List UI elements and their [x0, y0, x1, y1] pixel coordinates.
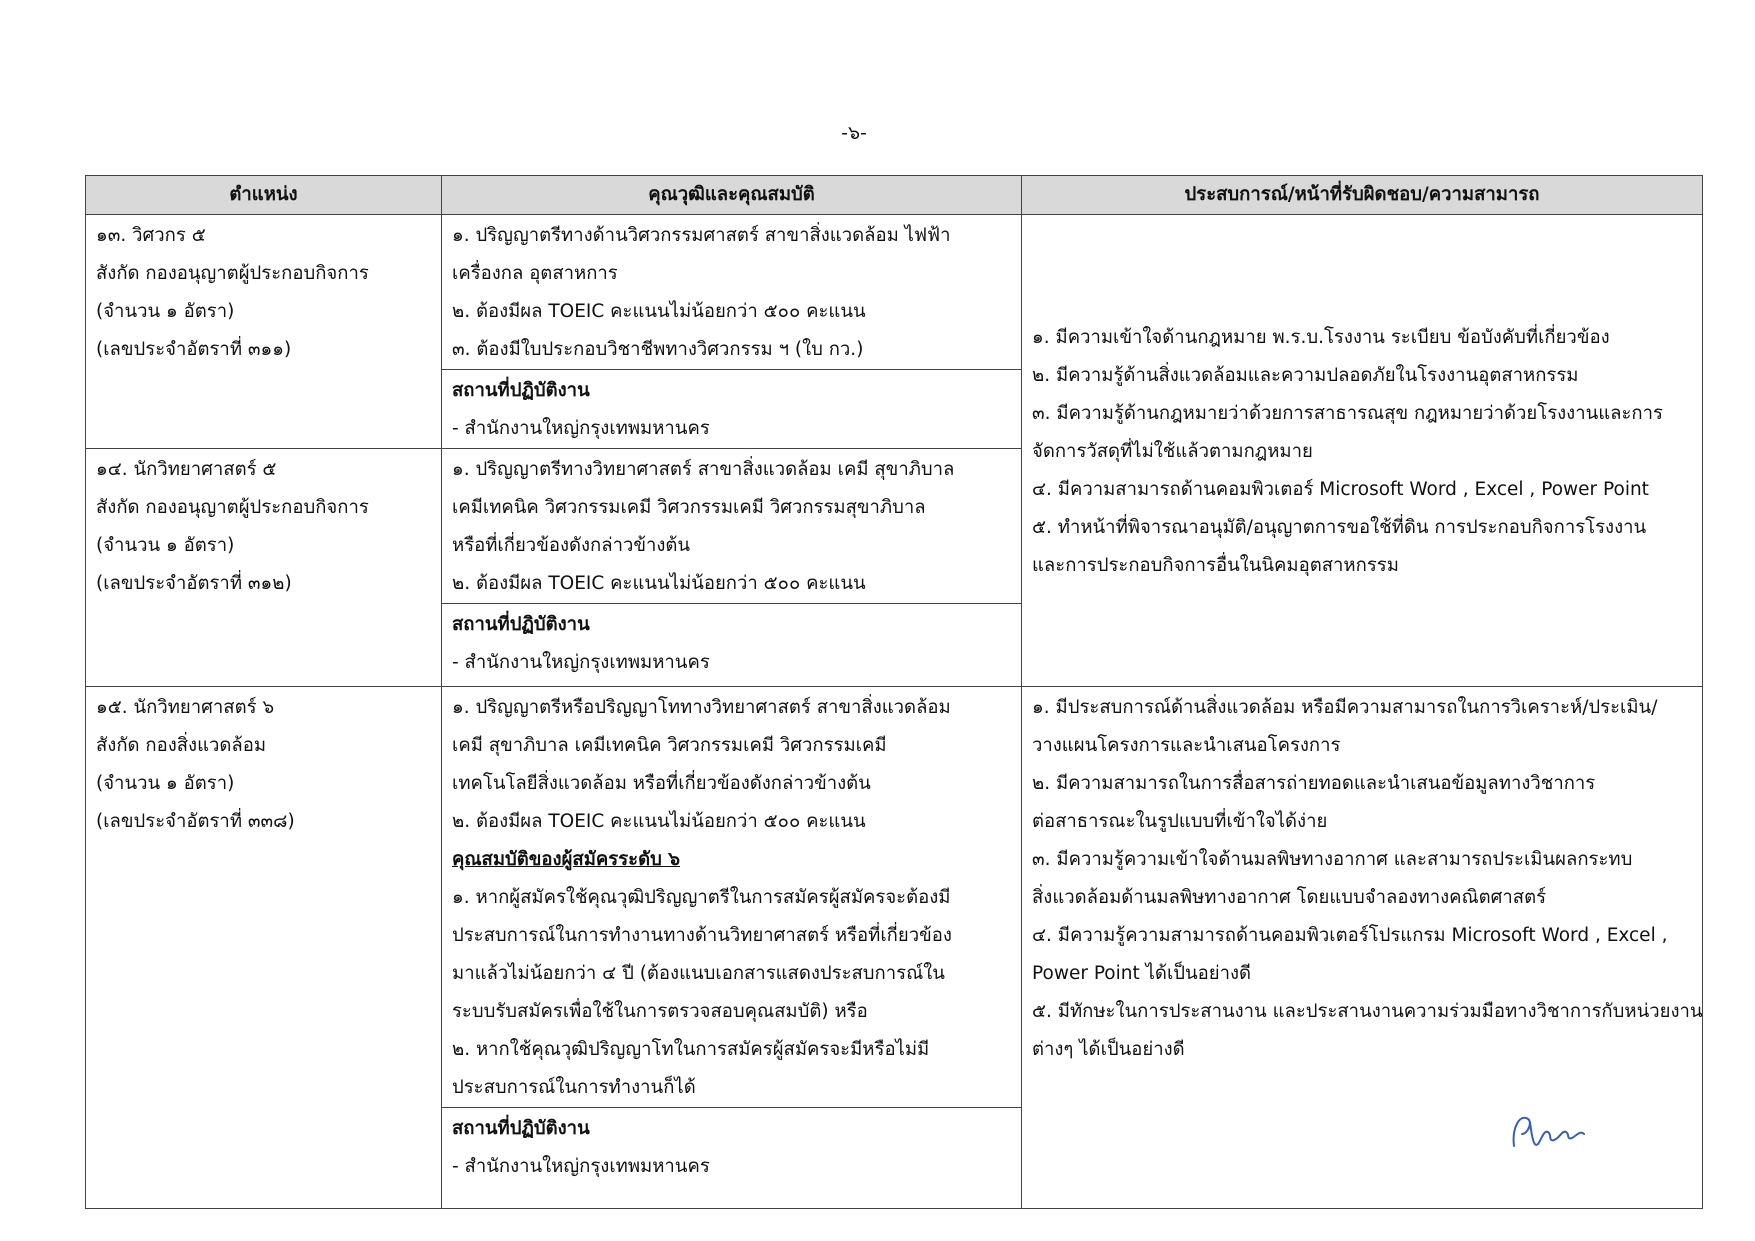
position-title: ๑๓. วิศวกร ๕ — [96, 225, 206, 246]
position-number: (เลขประจำอัตราที่ ๓๑๑) — [96, 339, 292, 360]
experience-cell-15 — [1022, 687, 1703, 1209]
level-heading: คุณสมบัติของผู้สมัครระดับ ๖ — [452, 849, 681, 870]
table-row — [86, 687, 1703, 1108]
position-title: ๑๔. นักวิทยาศาสตร์ ๕ — [96, 459, 277, 480]
experience-line: ๔. มีความรู้ความสามารถด้านคอมพิวเตอร์โปรแกรม Microsoft Word , Excel , — [1032, 925, 1668, 946]
location-label: สถานที่ปฏิบัติงาน — [452, 614, 590, 635]
experience-line: จัดการวัสดุที่ไม่ใช้แล้วตามกฎหมาย — [1032, 440, 1313, 462]
qualification-line: เครื่องกล อุตสาหการ — [452, 263, 618, 284]
position-cell-13 — [86, 215, 442, 449]
table-header-row — [86, 176, 1703, 215]
level-line: ประสบการณ์ในการทำงานก็ได้ — [452, 1077, 696, 1098]
qualification-line: เคมีเทคนิค วิศวกรรมเคมี วิศวกรรมเคมี วิศวกรรมสุขาภิบาล — [452, 497, 926, 518]
qualification-line: ๒. ต้องมีผล TOEIC คะแนนไม่น้อยกว่า ๕๐๐ คะแนน — [452, 573, 866, 594]
experience-line: Power Point ได้เป็นอย่างดี — [1032, 963, 1252, 984]
experience-line: วางแผนโครงการและนำเสนอโครงการ — [1032, 735, 1341, 756]
qualification-line: หรือที่เกี่ยวข้องดังกล่าวข้างต้น — [452, 535, 691, 556]
level-line: ๑. หากผู้สมัครใช้คุณวุฒิปริญญาตรีในการสมัครผู้สมัครจะต้องมี — [452, 887, 951, 908]
qualification-line: ๑. ปริญญาตรีหรือปริญญาโททางวิทยาศาสตร์ สาขาสิ่งแวดล้อม — [452, 697, 951, 718]
experience-line: ๓. มีความรู้ความเข้าใจด้านมลพิษทางอากาศ และสามารถประเมินผลกระทบ — [1032, 849, 1633, 870]
position-department: สังกัด กองอนุญาตผู้ประกอบกิจการ — [96, 497, 369, 518]
location-cell-14 — [442, 604, 1022, 687]
level-line: ระบบรับสมัครเพื่อใช้ในการตรวจสอบคุณสมบัติ) หรือ — [452, 1001, 868, 1022]
qualification-cell-15 — [442, 687, 1022, 1108]
location-label: สถานที่ปฏิบัติงาน — [452, 1118, 590, 1139]
position-title: ๑๕. นักวิทยาศาสตร์ ๖ — [96, 697, 275, 718]
qualification-line: ๒. ต้องมีผล TOEIC คะแนนไม่น้อยกว่า ๕๐๐ คะแนน — [452, 301, 866, 322]
header-position: ตำแหน่ง — [86, 176, 442, 215]
experience-line: ๒. มีความสามารถในการสื่อสารถ่ายทอดและนำเสนอข้อมูลทางวิชาการ — [1032, 773, 1596, 794]
experience-line: ต่างๆ ได้เป็นอย่างดี — [1032, 1039, 1185, 1060]
experience-line: ๓. มีความรู้ด้านกฎหมายว่าด้วยการสาธารณสุข กฎหมายว่าด้วยโรงงานและการ — [1032, 402, 1663, 424]
position-count: (จำนวน ๑ อัตรา) — [96, 535, 235, 556]
experience-line: ๑. มีความเข้าใจด้านกฎหมาย พ.ร.บ.โรงงาน ระเบียบ ข้อบังคับที่เกี่ยวข้อง — [1032, 326, 1610, 348]
experience-line: ๒. มีความรู้ด้านสิ่งแวดล้อมและความปลอดภัยในโรงงานอุตสาหกรรม — [1032, 364, 1579, 386]
experience-line: ต่อสาธารณะในรูปแบบที่เข้าใจได้ง่าย — [1032, 811, 1328, 832]
qualification-line: เทคโนโลยีสิ่งแวดล้อม หรือที่เกี่ยวข้องดังกล่าวข้างต้น — [452, 773, 871, 794]
position-department: สังกัด กองอนุญาตผู้ประกอบกิจการ — [96, 263, 369, 284]
position-cell-14 — [86, 449, 442, 687]
qualification-line: ๒. ต้องมีผล TOEIC คะแนนไม่น้อยกว่า ๕๐๐ คะแนน — [452, 811, 866, 832]
qualification-table — [85, 175, 1703, 1209]
page-number: -๖- — [841, 122, 867, 144]
level-line: มาแล้วไม่น้อยกว่า ๔ ปี (ต้องแนบเอกสารแสดงประสบการณ์ใน — [452, 963, 945, 984]
location-value: - สำนักงานใหญ่กรุงเทพมหานคร — [452, 652, 710, 673]
position-number: (เลขประจำอัตราที่ ๓๓๘) — [96, 811, 295, 832]
location-value: - สำนักงานใหญ่กรุงเทพมหานคร — [452, 1156, 710, 1177]
location-label: สถานที่ปฏิบัติงาน — [452, 380, 590, 401]
experience-line: ๔. มีความสามารถด้านคอมพิวเตอร์ Microsoft Word , Excel , Power Point — [1032, 478, 1649, 500]
experience-line: ๑. มีประสบการณ์ด้านสิ่งแวดล้อม หรือมีความสามารถในการวิเคราะห์/ประเมิน/ — [1032, 697, 1658, 718]
experience-line: และการประกอบกิจการอื่นในนิคมอุตสาหกรรม — [1032, 554, 1399, 576]
header-experience: ประสบการณ์/หน้าที่รับผิดชอบ/ความสามารถ — [1022, 176, 1703, 215]
position-cell-15 — [86, 687, 442, 1209]
level-line: ประสบการณ์ในการทำงานทางด้านวิทยาศาสตร์ หรือที่เกี่ยวข้อง — [452, 925, 952, 946]
position-count: (จำนวน ๑ อัตรา) — [96, 301, 235, 322]
qualification-line: ๑. ปริญญาตรีทางด้านวิศวกรรมศาสตร์ สาขาสิ่งแวดล้อม ไฟฟ้า — [452, 225, 951, 246]
position-number: (เลขประจำอัตราที่ ๓๑๒) — [96, 573, 292, 594]
experience-line: สิ่งแวดล้อมด้านมลพิษทางอากาศ โดยแบบจำลองทางคณิตศาสตร์ — [1032, 887, 1547, 908]
experience-line: ๕. ทำหน้าที่พิจารณาอนุมัติ/อนุญาตการขอใช้ที่ดิน การประกอบกิจการโรงงาน — [1032, 516, 1647, 538]
qualification-line: ๑. ปริญญาตรีทางวิทยาศาสตร์ สาขาสิ่งแวดล้อม เคมี สุขาภิบาล — [452, 459, 955, 480]
location-cell-13 — [442, 370, 1022, 449]
experience-line: ๕. มีทักษะในการประสานงาน และประสานงานความร่วมมือทางวิชาการกับหน่วยงาน — [1032, 1001, 1703, 1022]
level-line: ๒. หากใช้คุณวุฒิปริญญาโทในการสมัครผู้สมัครจะมีหรือไม่มี — [452, 1039, 930, 1060]
position-department: สังกัด กองสิ่งแวดล้อม — [96, 735, 267, 756]
qualification-line: ๓. ต้องมีใบประกอบวิชาชีพทางวิศวกรรม ฯ (ใบ กว.) — [452, 339, 864, 360]
qualification-cell-13 — [442, 215, 1022, 370]
location-value: - สำนักงานใหญ่กรุงเทพมหานคร — [452, 418, 710, 439]
position-count: (จำนวน ๑ อัตรา) — [96, 773, 235, 794]
qualification-cell-14 — [442, 449, 1022, 604]
experience-cell-shared — [1022, 215, 1703, 687]
qualification-line: เคมี สุขาภิบาล เคมีเทคนิค วิศวกรรมเคมี วิศวกรรมเคมี — [452, 735, 887, 756]
location-cell-15 — [442, 1108, 1022, 1209]
header-qualification: คุณวุฒิและคุณสมบัติ — [442, 176, 1022, 215]
table-row — [86, 215, 1703, 370]
handwritten-signature — [1508, 1108, 1588, 1153]
